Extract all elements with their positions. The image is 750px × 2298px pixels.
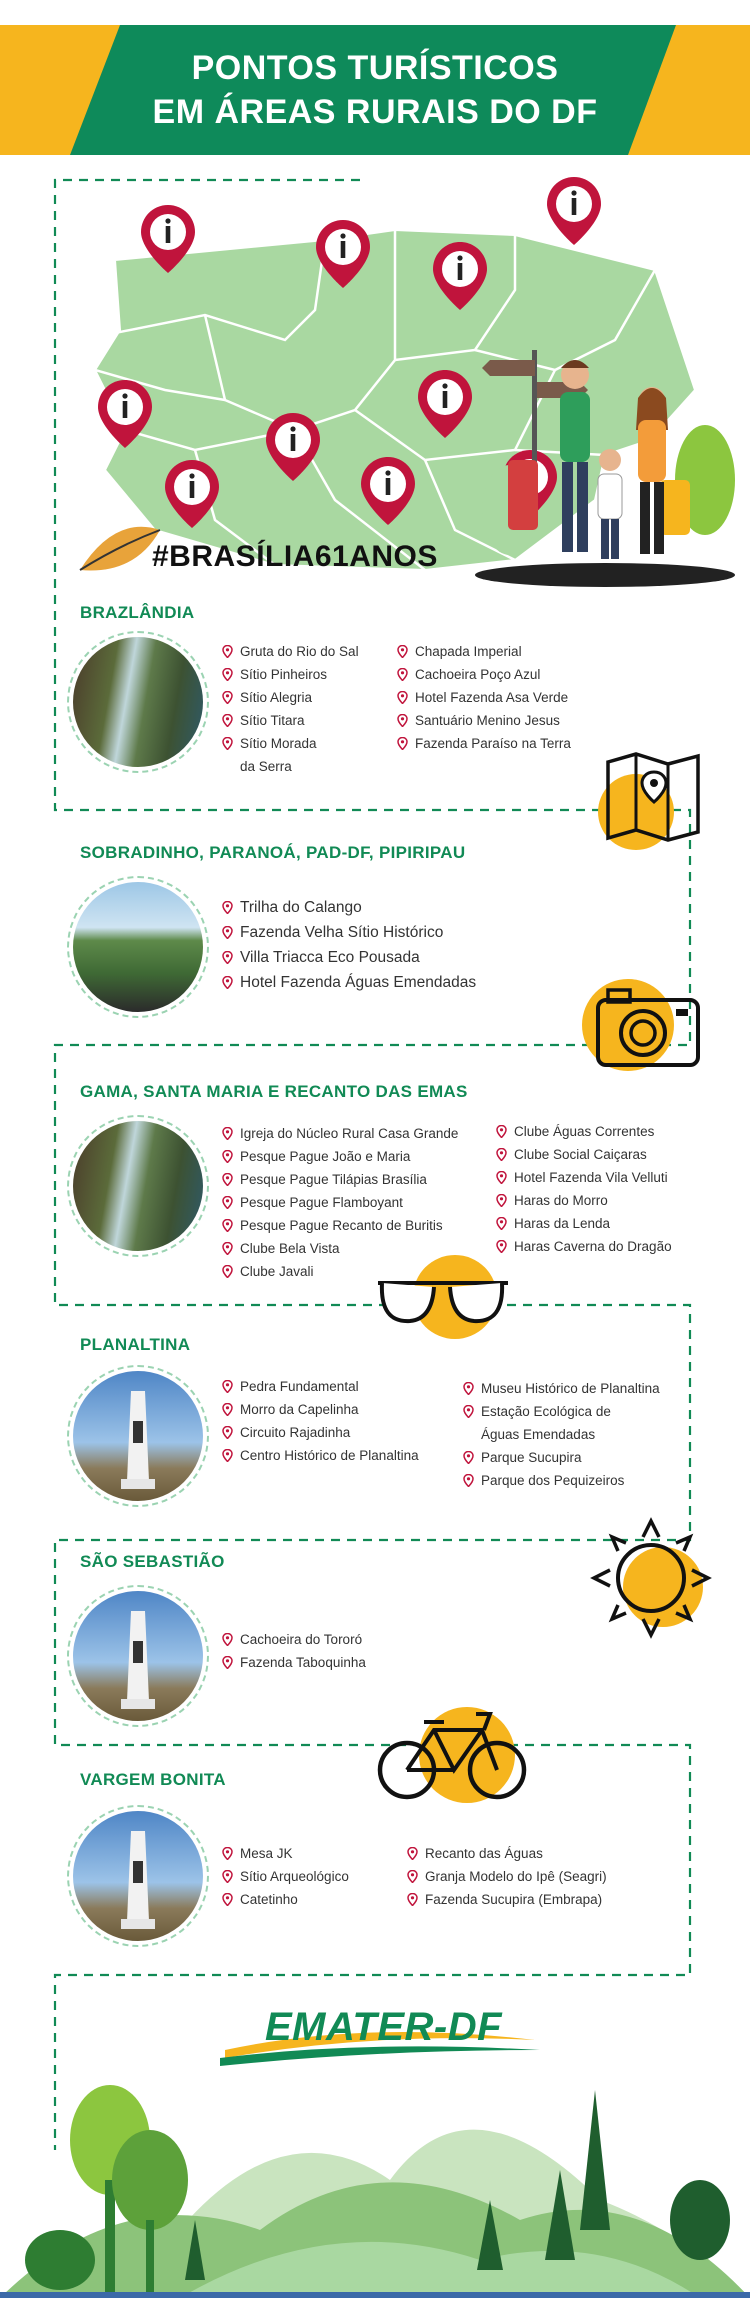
list-item [397,732,571,755]
list-item [222,1145,458,1168]
monument-photo [73,1371,203,1501]
map-pin-icon [547,177,601,245]
list-item-label: Sítio Pinheiros [240,667,328,682]
list-vargem-bonita-col2 [407,1842,607,1911]
list-item-label: Hotel Fazenda Vila Velluti [514,1170,668,1185]
list-item-label: Pesque Pague Recanto de Buritis [240,1218,443,1233]
list-item [463,1469,660,1492]
list-item-label: Clube Social Caiçaras [514,1147,647,1162]
list-item-label: Chapada Imperial [415,644,522,659]
pin-icon [222,1426,233,1439]
list-item [496,1235,672,1258]
list-item [222,732,359,755]
list-item-label: Museu Histórico de Planaltina [481,1381,660,1396]
list-item-label: Santuário Menino Jesus [415,713,560,728]
list-item [222,895,476,920]
pin-icon [222,691,233,704]
list-item-label: Morro da Capelinha [240,1402,359,1417]
section-title-sao-sebastiao: SÃO SEBASTIÃO [80,1552,225,1571]
list-item [222,1444,419,1467]
list-item [222,663,359,686]
pin-icon [397,714,408,727]
pin-icon [222,668,233,681]
pin-icon [222,1242,233,1255]
monument-photo [73,1591,203,1721]
list-planaltina-col1 [222,1375,419,1467]
map-pin-icon [98,380,152,448]
pin-icon [407,1870,418,1883]
pin-icon [222,1219,233,1232]
list-item [407,1842,607,1865]
list-item-label: Haras Caverna do Dragão [514,1239,672,1254]
list-item-label: Fazenda Sucupira (Embrapa) [425,1892,603,1907]
list-item [496,1212,672,1235]
map-pin-icon [418,370,472,438]
pin-icon [222,1403,233,1416]
list-item [222,1122,458,1145]
pin-icon [397,737,408,750]
list-item-label: Parque Sucupira [481,1450,582,1465]
list-item [463,1377,660,1400]
list-item-label: Pesque Pague João e Maria [240,1149,411,1164]
pin-icon [222,1449,233,1462]
map-pin-icon [433,242,487,310]
list-item [222,1191,458,1214]
list-planaltina-col2 [463,1377,660,1492]
bicycle-icon [372,1700,532,1810]
pin-icon [222,1265,233,1278]
list-item-label: Catetinho [240,1892,298,1907]
list-item-label: Parque dos Pequizeiros [481,1473,625,1488]
list-item [222,945,476,970]
landscape-illustration [0,2030,750,2298]
pin-icon [463,1405,474,1418]
list-item-label: Fazenda Paraíso na Terra [415,736,571,751]
list-item [222,1628,366,1651]
list-item-label: Pesque Pague Tilápias Brasília [240,1172,427,1187]
list-item-label: Sítio Titara [240,713,305,728]
waterfall-photo [73,1121,203,1251]
list-item [407,1865,607,1888]
list-item-label: Hotel Fazenda Asa Verde [415,690,569,705]
pin-icon [222,737,233,750]
pin-icon [496,1125,507,1138]
pin-icon [222,1870,233,1883]
list-item-label: Estação Ecológica de [481,1404,611,1419]
section-title-sobradinho: SOBRADINHO, PARANOÁ, PAD-DF, PIPIRIPAU [80,843,466,862]
map-pin-icon [316,220,370,288]
list-item [222,920,476,945]
list-item-label: Fazenda Velha Sítio Histórico [240,924,444,941]
pin-icon [222,1380,233,1393]
list-item-label: Cachoeira Poço Azul [415,667,541,682]
list-item [222,1168,458,1191]
list-item-label: Clube Bela Vista [240,1241,340,1256]
pin-icon [222,1656,233,1669]
list-item-label: Clube Águas Correntes [514,1124,655,1139]
list-sobradinho [222,895,476,995]
pin-icon [496,1148,507,1161]
list-item-label: Granja Modelo do Ipê (Seagri) [425,1869,607,1884]
travelers-illustration [470,350,740,590]
list-item-label: Igreja do Núcleo Rural Casa Grande [240,1126,459,1141]
sun-icon [588,1515,718,1645]
list-item-continuation: da Serra [240,759,292,774]
list-item-label: Gruta do Rio do Sal [240,644,359,659]
pin-icon [222,1196,233,1209]
list-item [397,663,571,686]
list-item-label: Sítio Alegria [240,690,313,705]
section-title-brazlandia: BRAZLÂNDIA [80,603,195,622]
list-item [463,1400,660,1423]
pin-icon [397,645,408,658]
folded-map-icon [598,752,708,852]
list-item [222,1237,458,1260]
list-gama-col1 [222,1122,458,1283]
list-item-label: Mesa JK [240,1846,293,1861]
list-brazlandia-col2 [397,640,571,755]
pin-icon [496,1240,507,1253]
list-item [397,709,571,732]
emater-logo-text: EMATER-DF [265,2005,503,2049]
camera-icon [578,975,703,1075]
list-item [222,1375,419,1398]
pin-icon [222,1847,233,1860]
list-item-label: Trilha do Calango [240,899,362,916]
list-item [407,1888,607,1911]
pin-icon [407,1893,418,1906]
list-item-label: Clube Javali [240,1264,314,1279]
pin-icon [222,1893,233,1906]
list-gama-col2 [496,1120,672,1258]
section-title-gama: GAMA, SANTA MARIA E RECANTO DAS EMAS [80,1082,468,1101]
list-item [397,686,571,709]
waterfall-photo [73,637,203,767]
pin-icon [496,1217,507,1230]
list-item-label: Villa Triacca Eco Pousada [240,949,420,966]
list-item [397,640,571,663]
map-pin-icon [141,205,195,273]
list-vargem-bonita-col1 [222,1842,349,1911]
list-item-label: Pesque Pague Flamboyant [240,1195,403,1210]
pin-icon [222,926,233,939]
list-item [496,1189,672,1212]
list-item [222,709,359,732]
page-title-line1: PONTOS TURÍSTICOS [191,49,559,87]
list-item-label: Sítio Morada [240,736,317,751]
pin-icon [222,1150,233,1163]
pin-icon [463,1382,474,1395]
list-item [222,970,476,995]
pin-icon [222,645,233,658]
map-pin-icon [266,413,320,481]
list-item-label: Sítio Arqueológico [240,1869,349,1884]
list-item-label: Recanto das Águas [425,1846,543,1861]
list-item [222,1651,366,1674]
list-sao-sebastiao [222,1628,366,1674]
list-item [496,1166,672,1189]
pin-icon [463,1474,474,1487]
pin-icon [397,668,408,681]
list-item [222,1888,349,1911]
monument-photo [73,1811,203,1941]
list-item-label: Centro Histórico de Planaltina [240,1448,419,1463]
list-item-label: Fazenda Taboquinha [240,1655,366,1670]
list-item-label: Cachoeira do Tororó [240,1632,363,1647]
list-item [222,1214,458,1237]
list-item-continuation: Águas Emendadas [481,1427,596,1442]
list-item [222,640,359,663]
pin-icon [222,1173,233,1186]
pin-icon [463,1451,474,1464]
map-pin-icon [165,460,219,528]
pin-icon [222,901,233,914]
section-title-vargem-bonita: VARGEM BONITA [80,1770,226,1789]
pin-icon [222,1127,233,1140]
viewpoint-photo [73,882,203,1012]
list-item [496,1120,672,1143]
list-item [222,1865,349,1888]
list-item-label: Haras do Morro [514,1193,608,1208]
list-item [463,1446,660,1469]
list-item [222,1398,419,1421]
list-item-label: Circuito Rajadinha [240,1425,351,1440]
list-item [496,1143,672,1166]
list-item [222,1842,349,1865]
list-item [222,686,359,709]
pin-icon [496,1194,507,1207]
pin-icon [407,1847,418,1860]
pin-icon [496,1171,507,1184]
list-item-label: Pedra Fundamental [240,1379,359,1394]
pin-icon [222,976,233,989]
list-brazlandia-col1 [222,640,359,778]
list-item [222,1260,458,1283]
hashtag: #BRASÍLIA61ANOS [152,540,438,573]
list-item [222,1421,419,1444]
pin-icon [222,951,233,964]
pin-icon [397,691,408,704]
section-title-planaltina: PLANALTINA [80,1335,191,1354]
list-item-label: Haras da Lenda [514,1216,611,1231]
map-pin-icon [361,457,415,525]
page-title-line2: EM ÁREAS RURAIS DO DF [152,93,598,131]
list-item-label: Hotel Fazenda Águas Emendadas [240,974,477,991]
pin-icon [222,714,233,727]
pin-icon [222,1633,233,1646]
